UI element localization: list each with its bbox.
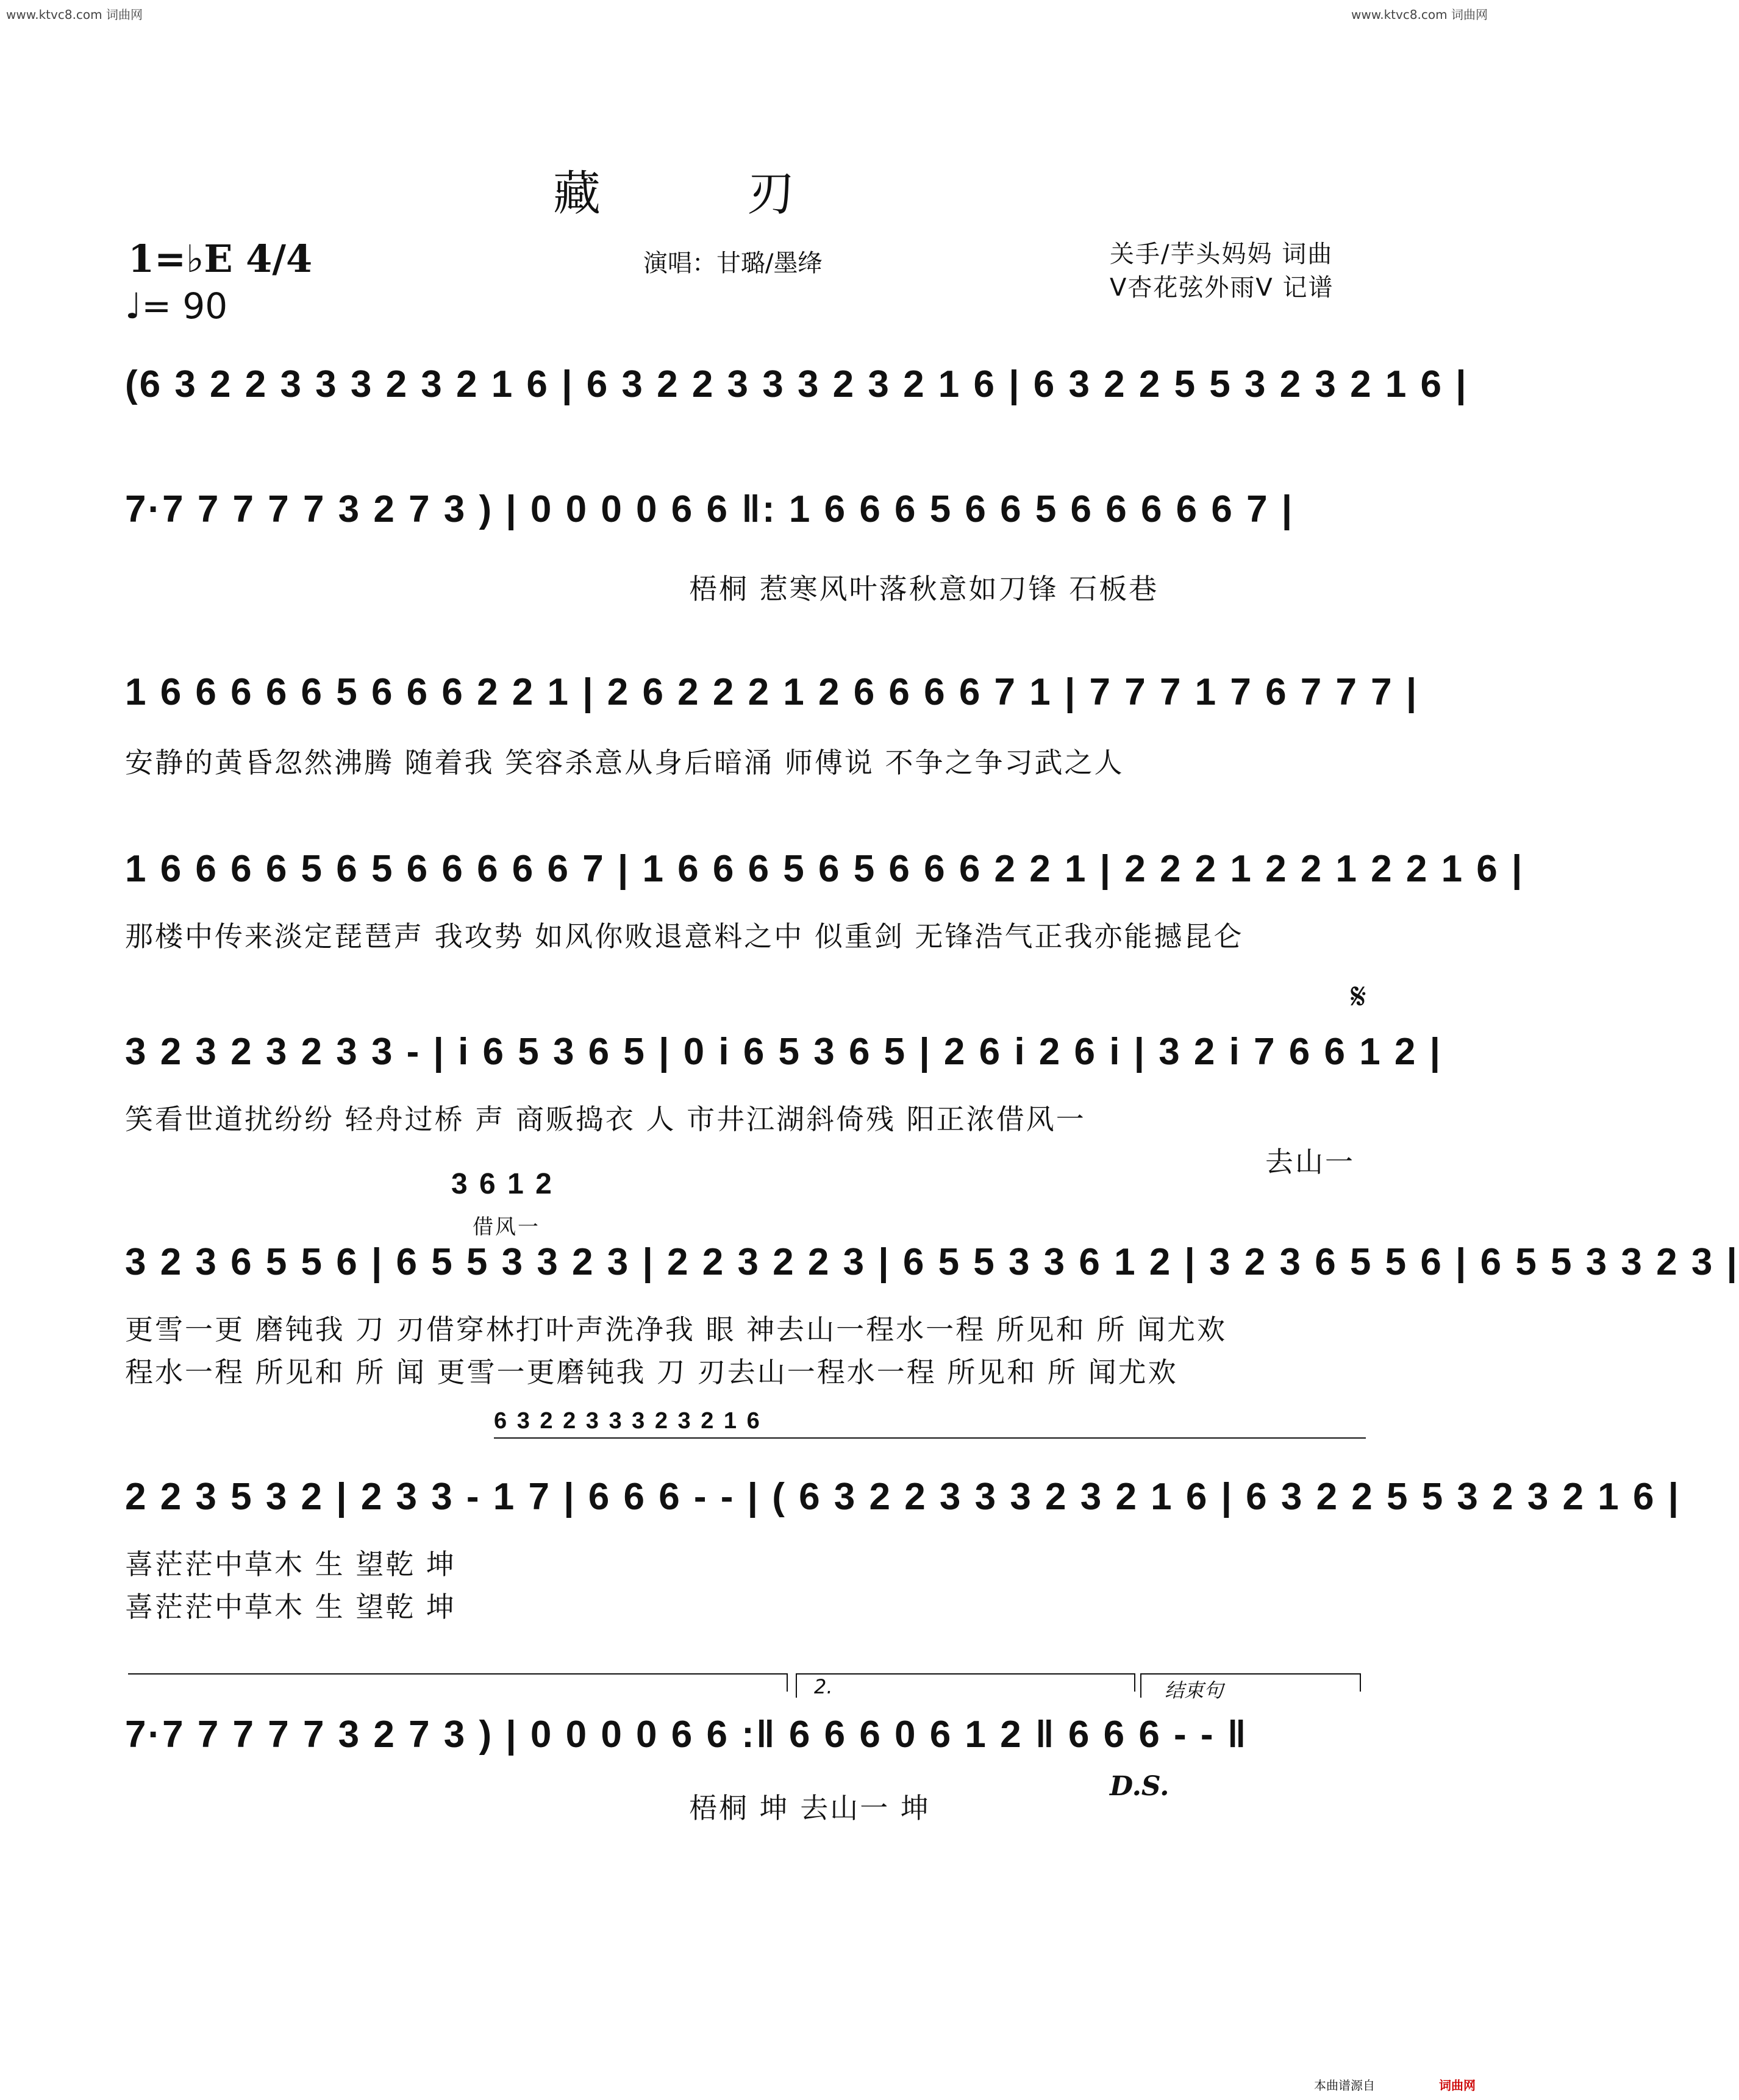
score-row-8: 7·7 7 7 7 7 3 2 7 3 ) | 0 0 0 0 6 6 :‖ 6 6 6 0 6 1 2 ‖ 6 6 6 - - ‖ (125, 1714, 1248, 1756)
lyrics-row-7: 喜茫茫中草木 生 望乾 坤 (125, 1548, 456, 1581)
segno-sign: 𝄋 (1351, 975, 1366, 1018)
ds-marking: D.S. (1110, 1771, 1169, 1802)
lyrics-row-5: 笑看世道扰纷纷 轻舟过桥 声 商贩捣衣 人 市井江湖斜倚残 阳正浓借风一 (125, 1103, 1086, 1136)
ossia-notes-row-7: 6 3 2 2 3 3 3 2 3 2 1 6 (494, 1408, 762, 1434)
score-row-7: 2 2 3 5 3 2 | 2 3 3 - 1 7 | 6 6 6 - - | ( 6 3 2 2 3 3 3 2 3 2 1 6 | 6 3 2 2 5 5 3 2 3 2 1 6 | (125, 1476, 1680, 1518)
tempo-marking: ♩= 90 (125, 285, 228, 327)
footer-brand: 词曲网 (1439, 2078, 1476, 2093)
score-row-3: 1 6 6 6 6 6 5 6 6 6 2 2 1 | 2 6 2 2 2 1 2 6 6 6 6 7 1 | 7 7 7 1 7 6 7 7 7 | (125, 671, 1419, 713)
second-ending-bracket-start (796, 1673, 797, 1698)
score-row-1: (6 3 2 2 3 3 3 2 3 2 1 6 | 6 3 2 2 3 3 3 2 3 2 1 6 | 6 3 2 2 5 5 3 2 3 2 1 6 | (125, 363, 1468, 405)
volta-label: 2. (814, 1675, 833, 1698)
score-row-5: 3 2 3 2 3 2 3 3 - | i 6 5 3 6 5 | 0 i 6 5 3 6 5 | 2 6 i 2 6 i | 3 2 i 7 6 6 1 2 | (125, 1031, 1442, 1073)
lyrics-row-6-alt: 程水一程 所见和 所 闻 更雪一更磨钝我 刀 刃去山一程水一程 所见和 所 闻尤欢 (125, 1356, 1178, 1389)
composer-credit: 关手/芋头妈妈 词曲 (1110, 240, 1334, 268)
score-row-6: 3 2 3 6 5 5 6 | 6 5 5 3 3 2 3 | 2 2 3 2 2 3 | 6 5 5 3 3 6 1 2 | 3 2 3 6 5 5 6 | 6 5 5 3 3 2 3 | (125, 1241, 1739, 1283)
page-title: 藏刃 (552, 166, 941, 221)
lyrics-row-7-alt: 喜茫茫中草木 生 望乾 坤 (125, 1590, 456, 1623)
coda-bracket-start (1140, 1673, 1141, 1698)
score-row-4: 1 6 6 6 6 5 6 5 6 6 6 6 6 7 | 1 6 6 6 5 6 5 6 6 6 2 2 1 | 2 2 2 1 2 2 1 2 2 1 6 | (125, 848, 1524, 890)
lyrics-row-5-alt: 去山一 (1265, 1145, 1355, 1178)
coda-bracket-end (1360, 1673, 1361, 1692)
ossia-notes-row-6: 3 6 1 2 (451, 1168, 554, 1200)
second-ending-bracket-end (1134, 1673, 1135, 1692)
coda-bracket (1140, 1673, 1360, 1675)
footer-source: 本曲谱源自 (1314, 2078, 1375, 2093)
lyrics-row-3: 安静的黄昏忽然沸腾 随着我 笑容杀意从身后暗涌 师傅说 不争之争习武之人 (125, 746, 1124, 779)
score-row-2: 7·7 7 7 7 7 3 2 7 3 ) | 0 0 0 0 6 6 ‖: 1 6 6 6 5 6 6 5 6 6 6 6 6 7 | (125, 488, 1294, 530)
lyrics-row-2: 梧桐 惹寒风叶落秋意如刀锋 石板巷 (689, 572, 1159, 605)
key-signature: 1=♭E 4/4 (128, 237, 313, 281)
first-ending-bracket (128, 1673, 787, 1675)
lyrics-row-4: 那楼中传来淡定琵琶声 我攻势 如风你败退意料之中 似重剑 无锋浩气正我亦能撼昆仑 (125, 920, 1244, 953)
ossia-staff-line (494, 1437, 1366, 1439)
coda-label: 结束句 (1165, 1679, 1224, 1702)
singer-credit: 演唱：甘璐/墨绛 (643, 249, 823, 277)
watermark-right: www.ktvc8.com 词曲网 (1351, 7, 1488, 22)
lyrics-row-8: 梧桐 坤 去山一 坤 (689, 1792, 930, 1824)
transcriber-credit: V杏花弦外雨V 记谱 (1110, 274, 1334, 302)
watermark-left: www.ktvc8.com 词曲网 (6, 7, 143, 22)
first-ending-bracket-end (787, 1673, 788, 1692)
second-ending-bracket (796, 1673, 1134, 1675)
lyrics-row-6: 更雪一更 磨钝我 刀 刃借穿林打叶声洗净我 眼 神去山一程水一程 所见和 所 闻尤欢 (125, 1313, 1227, 1346)
ossia-lyric-row-6: 借风一 (473, 1215, 540, 1239)
